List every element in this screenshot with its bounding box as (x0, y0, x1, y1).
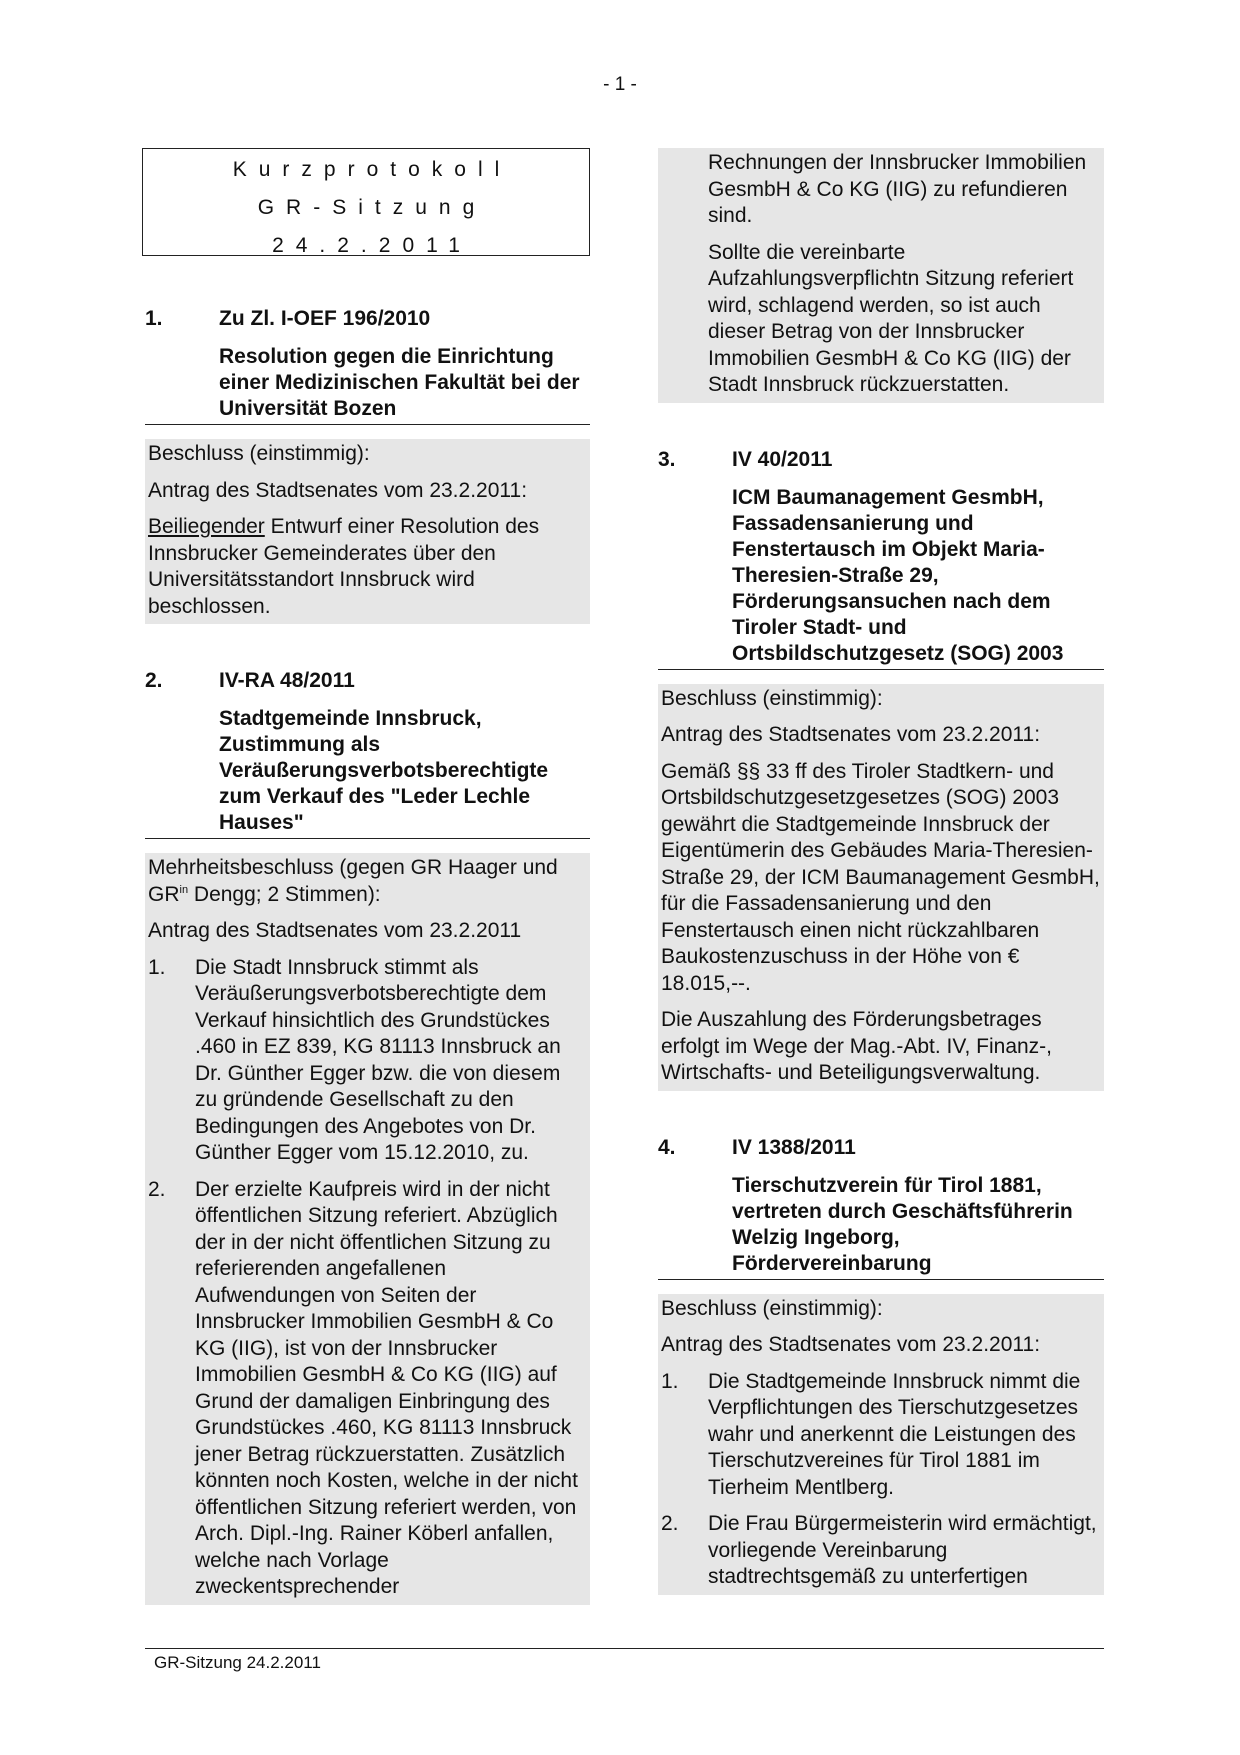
point-text: Die Stadt Innsbruck stimmt als Veräußerungsverbotsberechtigte dem Verkauf hinsichtlich des Grundstückes .460 in EZ 839, KG 81113 Innsbruck an Dr. Günther Egger bzw. die von diesem zu gründende Gesellschaft zu den Bedingungen des Angebotes von Dr. Günther Egger vom 15.12.2010, zu. (195, 955, 561, 1164)
item-number: 3. (658, 447, 676, 471)
title-line: 24.2.2011 (272, 234, 472, 257)
point-text: Der erzielte Kaufpreis wird in der nicht öffentlichen Sitzung referiert. Abzüglich der in der nicht öffentlichen Sitzung zu referierenden angefallenen Aufwendungen von Seiten der Innsbrucker Immobilien GesmbH & Co KG (IIG), ist von der Innsbrucker Immobilien GesmbH & Co KG (IIG) auf Grund der damaligen Einbringung des Grundstückes .460, KG 81113 Innsbruck jener Betrag rückzuerstatten. Zusätzlich könnten noch Kosten, welche in der nicht öffentlichen Sitzung referiert werden, von Arch. Dipl.-Ing. Rainer Köberl anfallen, welche nach Vorlage zweckentsprechender (195, 1177, 578, 1598)
right-column (658, 148, 1104, 1595)
item-title: ICM Baumanagement GesmbH, Fassadensanierung und Fenstertausch im Objekt Maria-Theresien-Straße 29, Förderungsansuchen nach dem Tiroler Stadt- und Ortsbildschutzgesetz (SOG) 2003 (732, 485, 1064, 665)
points-list (661, 1369, 1101, 1591)
decision-block (658, 1294, 1104, 1595)
agenda-item-4 (658, 1135, 1104, 1595)
decision-text: Beschluss (einstimmig): (148, 442, 370, 465)
point-text: Die Frau Bürgermeisterin wird ermächtigt, vorliegende Vereinbarung stadtrechtsgemäß zu unterfertigen (708, 1512, 1097, 1588)
continuation-text: Sollte die vereinbarte Aufzahlungsverpflichtn Sitzung referiert wird, schlagend werden, so ist auch dieser Betrag von der Innsbrucker Immobilien GesmbH & Co KG (IIG) der Stadt Innsbruck rückzuerstatten. (708, 240, 1074, 396)
decision-text (148, 855, 587, 908)
item-reference: IV-RA 48/2011 (219, 669, 355, 692)
item-title: Tierschutzverein für Tirol 1881, vertreten durch Geschäftsführerin Welzig Ingeborg, Fördervereinbarung (732, 1173, 1073, 1275)
item-reference: IV 40/2011 (732, 447, 833, 471)
protocol-title-box (142, 148, 590, 256)
item-title: Stadtgemeinde Innsbruck, Zustimmung als Veräußerungsverbotsberechtigte zum Verkauf des "Leder Lechle Hauses" (219, 707, 549, 834)
footer-text: GR-Sitzung 24.2.2011 (154, 1653, 321, 1672)
title-line: GR-Sitzung (257, 196, 487, 219)
point-number: 1. (148, 955, 166, 979)
paragraph: Die Auszahlung des Förderungsbetrages erfolgt im Wege der Mag.-Abt. IV, Finanz-, Wirtschafts- und Beteiligungsverwaltung. (661, 1008, 1053, 1084)
list-item (661, 1369, 1101, 1502)
item-number: 1. (145, 307, 163, 330)
decision-text: Beschluss (einstimmig): (661, 1296, 883, 1320)
list-item (661, 1511, 1101, 1591)
paragraph: Gemäß §§ 33 ff des Tiroler Stadtkern- und Ortsbildschutzgesetzgesetzes (SOG) 2003 gewährt die Stadtgemeinde Innsbruck der Eigentümerin des Gebäudes Maria-Theresien-Straße 29, der ICM Baumanagement GesmbH, für die Fassadensanierung und den Fenstertausch einen nicht rückzahlbaren Baukostenzuschuss in der Höhe von € 18.015,--. (661, 759, 1100, 995)
motion-text: Antrag des Stadtsenates vom 23.2.2011: (661, 1333, 1041, 1356)
decision-block (145, 853, 590, 1605)
agenda-item-1 (145, 306, 590, 624)
page-number: - 1 - (603, 74, 637, 95)
resolution-body: Entwurf einer Resolution des Innsbrucker Gemeinderates über den Universitätsstandort Innsbruck wird beschlossen. (148, 515, 540, 618)
motion-text: Antrag des Stadtsenates vom 23.2.2011 (148, 919, 522, 942)
item-number: 2. (145, 669, 163, 692)
continuation-text: Rechnungen der Innsbrucker Immobilien GesmbH & Co KG (IIG) zu refundieren sind. (708, 151, 1087, 227)
decision-block (658, 684, 1104, 1091)
motion-text: Antrag des Stadtsenates vom 23.2.2011: (148, 478, 528, 502)
decision-pre: Mehrheitsbeschluss (gegen GR Haager und GR (148, 856, 558, 906)
point-number: 1. (661, 1369, 679, 1393)
item-title: Resolution gegen die Einrichtung einer Medizinischen Fakultät bei der Universität Bozen (219, 345, 580, 420)
agenda-item-2 (145, 668, 590, 1605)
footer-divider (145, 1648, 1104, 1649)
title-line: Kurzprotokoll (232, 158, 512, 181)
decision-post: Dengg; 2 Stimmen): (188, 882, 381, 906)
item-2-continuation (658, 148, 1104, 403)
underlined-word: Beiliegender (148, 515, 265, 538)
point-number: 2. (661, 1512, 679, 1535)
motion-text: Antrag des Stadtsenates vom 23.2.2011: (661, 723, 1041, 746)
decision-sup: in (179, 883, 189, 896)
decision-text: Beschluss (einstimmig): (661, 686, 883, 710)
point-number: 2. (148, 1177, 166, 1201)
agenda-item-3 (658, 447, 1104, 1091)
item-number: 4. (658, 1135, 676, 1159)
item-reference: IV 1388/2011 (732, 1135, 856, 1159)
points-list (148, 955, 587, 1601)
resolution-text (148, 514, 587, 620)
item-reference: Zu Zl. I-OEF 196/2010 (219, 307, 431, 330)
point-text: Die Stadtgemeinde Innsbruck nimmt die Verpflichtungen des Tierschutzgesetzes wahr und anerkennt die Leistungen des Tierschutzvereines für Tirol 1881 im Tierheim Mentlberg. (708, 1369, 1081, 1499)
left-column (145, 148, 590, 1605)
list-item (148, 955, 587, 1167)
list-item (148, 1177, 587, 1601)
decision-block (145, 439, 590, 624)
